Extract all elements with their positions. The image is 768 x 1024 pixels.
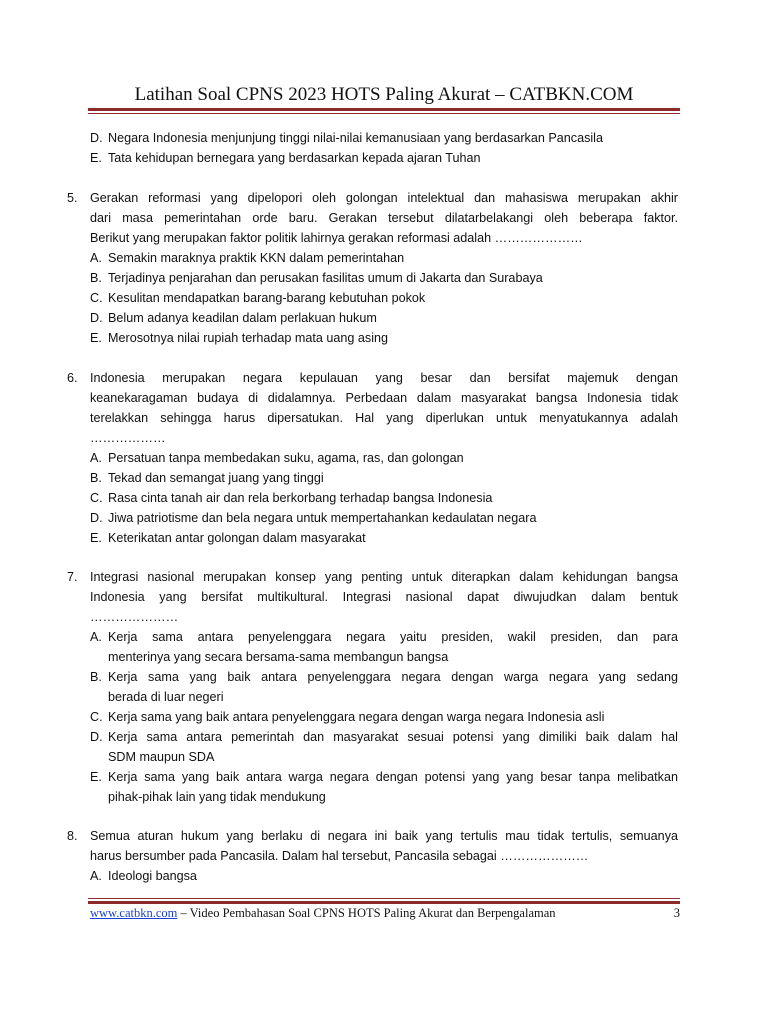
option-text: Kerja sama antara penyelenggara negara yaitu presiden, wakil presiden, dan para bbox=[108, 630, 678, 644]
question-text: Gerakan reformasi yang dipelopori oleh golongan intelektual dan mahasiswa merupakan akhir bbox=[90, 191, 678, 205]
question-text: ………………… bbox=[90, 610, 179, 624]
option-text: Kesulitan mendapatkan barang-barang kebutuhan pokok bbox=[108, 291, 426, 305]
question-text: Indonesia yang bersifat multikultural. Integrasi nasional dapat diwujudkan dalam bentuk bbox=[90, 590, 678, 604]
option-text: Tata kehidupan bernegara yang berdasarkan kepada ajaran Tuhan bbox=[108, 151, 481, 165]
question-text: Integrasi nasional merupakan konsep yang penting untuk diterapkan dalam kehidungan bangsa bbox=[90, 570, 678, 584]
page-number: 3 bbox=[673, 906, 680, 920]
question-number: 8. bbox=[67, 829, 78, 843]
footer-caption: – Video Pembahasan Soal CPNS HOTS Paling Akurat dan Berpengalaman bbox=[177, 906, 556, 920]
option-text: Semakin maraknya praktik KKN dalam pemerintahan bbox=[108, 251, 405, 265]
footer-link[interactable]: www.catbkn.com bbox=[90, 906, 178, 920]
option-letter: A. bbox=[90, 630, 102, 644]
option-text: menterinya yang secara bersama-sama membangun bangsa bbox=[108, 650, 449, 664]
option-letter: B. bbox=[90, 471, 102, 485]
option-text: Negara Indonesia menjunjung tinggi nilai-nilai kemanusiaan yang berdasarkan Pancasila bbox=[108, 131, 603, 145]
question-text: harus bersumber pada Pancasila. Dalam hal tersebut, Pancasila sebagai ………………… bbox=[90, 849, 589, 863]
option-text: Kerja sama yang baik antara penyelenggara negara dengan warga negara Indonesia asli bbox=[108, 710, 605, 724]
option-text: Persatuan tanpa membedakan suku, agama, ras, dan golongan bbox=[108, 451, 464, 465]
question-text: Indonesia merupakan negara kepulauan yang besar dan bersifat majemuk dengan bbox=[90, 371, 678, 385]
option-text: Terjadinya penjarahan dan perusakan fasilitas umum di Jakarta dan Surabaya bbox=[108, 271, 543, 285]
option-letter: E. bbox=[90, 331, 102, 345]
option-letter: D. bbox=[90, 511, 103, 525]
question-number: 6. bbox=[67, 371, 78, 385]
option-text: Belum adanya keadilan dalam perlakuan hukum bbox=[108, 311, 377, 325]
question-text: terelakkan sehingga harus dipersatukan. Hal yang diperlukan untuk menyatukannya adalah bbox=[90, 411, 678, 425]
header-rule-thin bbox=[88, 113, 680, 114]
question-number: 5. bbox=[67, 191, 78, 205]
option-text: Kerja sama yang baik antara warga negara dengan potensi yang yang besar tanpa melibatkan bbox=[108, 770, 678, 784]
option-text: Kerja sama yang baik antara penyelenggara negara dengan warga negara yang sedang bbox=[108, 670, 678, 684]
option-letter: C. bbox=[90, 491, 103, 505]
question-text: dari masa pemerintahan orde baru. Gerakan tersebut dilatarbelakangi oleh beberapa faktor. bbox=[90, 211, 678, 225]
option-text: Ideologi bangsa bbox=[108, 869, 197, 883]
option-text: berada di luar negeri bbox=[108, 690, 224, 704]
option-text: Keterikatan antar golongan dalam masyarakat bbox=[108, 531, 366, 545]
option-letter: E. bbox=[90, 770, 102, 784]
option-letter: A. bbox=[90, 869, 102, 883]
option-text: Merosotnya nilai rupiah terhadap mata uang asing bbox=[108, 331, 389, 345]
option-letter: E. bbox=[90, 151, 102, 165]
question-text: Semua aturan hukum yang berlaku di negara ini baik yang tertulis mau tidak tertulis, semuanya bbox=[90, 829, 678, 843]
option-letter: D. bbox=[90, 131, 103, 145]
header-rule bbox=[88, 108, 680, 111]
option-letter: A. bbox=[90, 451, 102, 465]
option-letter: A. bbox=[90, 251, 102, 265]
option-text: SDM maupun SDA bbox=[108, 750, 215, 764]
option-text: Rasa cinta tanah air dan rela berkorbang terhadap bangsa Indonesia bbox=[108, 491, 493, 505]
option-text: pihak-pihak lain yang tidak mendukung bbox=[108, 790, 326, 804]
question-text: ……………… bbox=[90, 431, 166, 445]
option-letter: C. bbox=[90, 291, 103, 305]
question-number: 7. bbox=[67, 570, 78, 584]
option-letter: B. bbox=[90, 670, 102, 684]
option-text: Jiwa patriotisme dan bela negara untuk mempertahankan kedaulatan negara bbox=[108, 511, 537, 525]
footer-rule-thin bbox=[88, 898, 680, 899]
footer-rule bbox=[88, 901, 680, 904]
question-text: keanekaragaman budaya di didalamnya. Perbedaan dalam masyarakat bangsa Indonesia tidak bbox=[90, 391, 678, 405]
option-letter: D. bbox=[90, 730, 103, 744]
option-letter: D. bbox=[90, 311, 103, 325]
page-title: Latihan Soal CPNS 2023 HOTS Paling Akurat – CATBKN.COM bbox=[134, 84, 634, 105]
option-letter: C. bbox=[90, 710, 103, 724]
footer-text bbox=[90, 906, 680, 921]
option-text: Tekad dan semangat juang yang tinggi bbox=[108, 471, 324, 485]
option-letter: B. bbox=[90, 271, 102, 285]
option-letter: E. bbox=[90, 531, 102, 545]
question-text: Berikut yang merupakan faktor politik lahirnya gerakan reformasi adalah ………………… bbox=[90, 231, 583, 245]
option-text: Kerja sama antara pemerintah dan masyarakat sesuai potensi yang dimiliki baik dalam hal bbox=[108, 730, 678, 744]
